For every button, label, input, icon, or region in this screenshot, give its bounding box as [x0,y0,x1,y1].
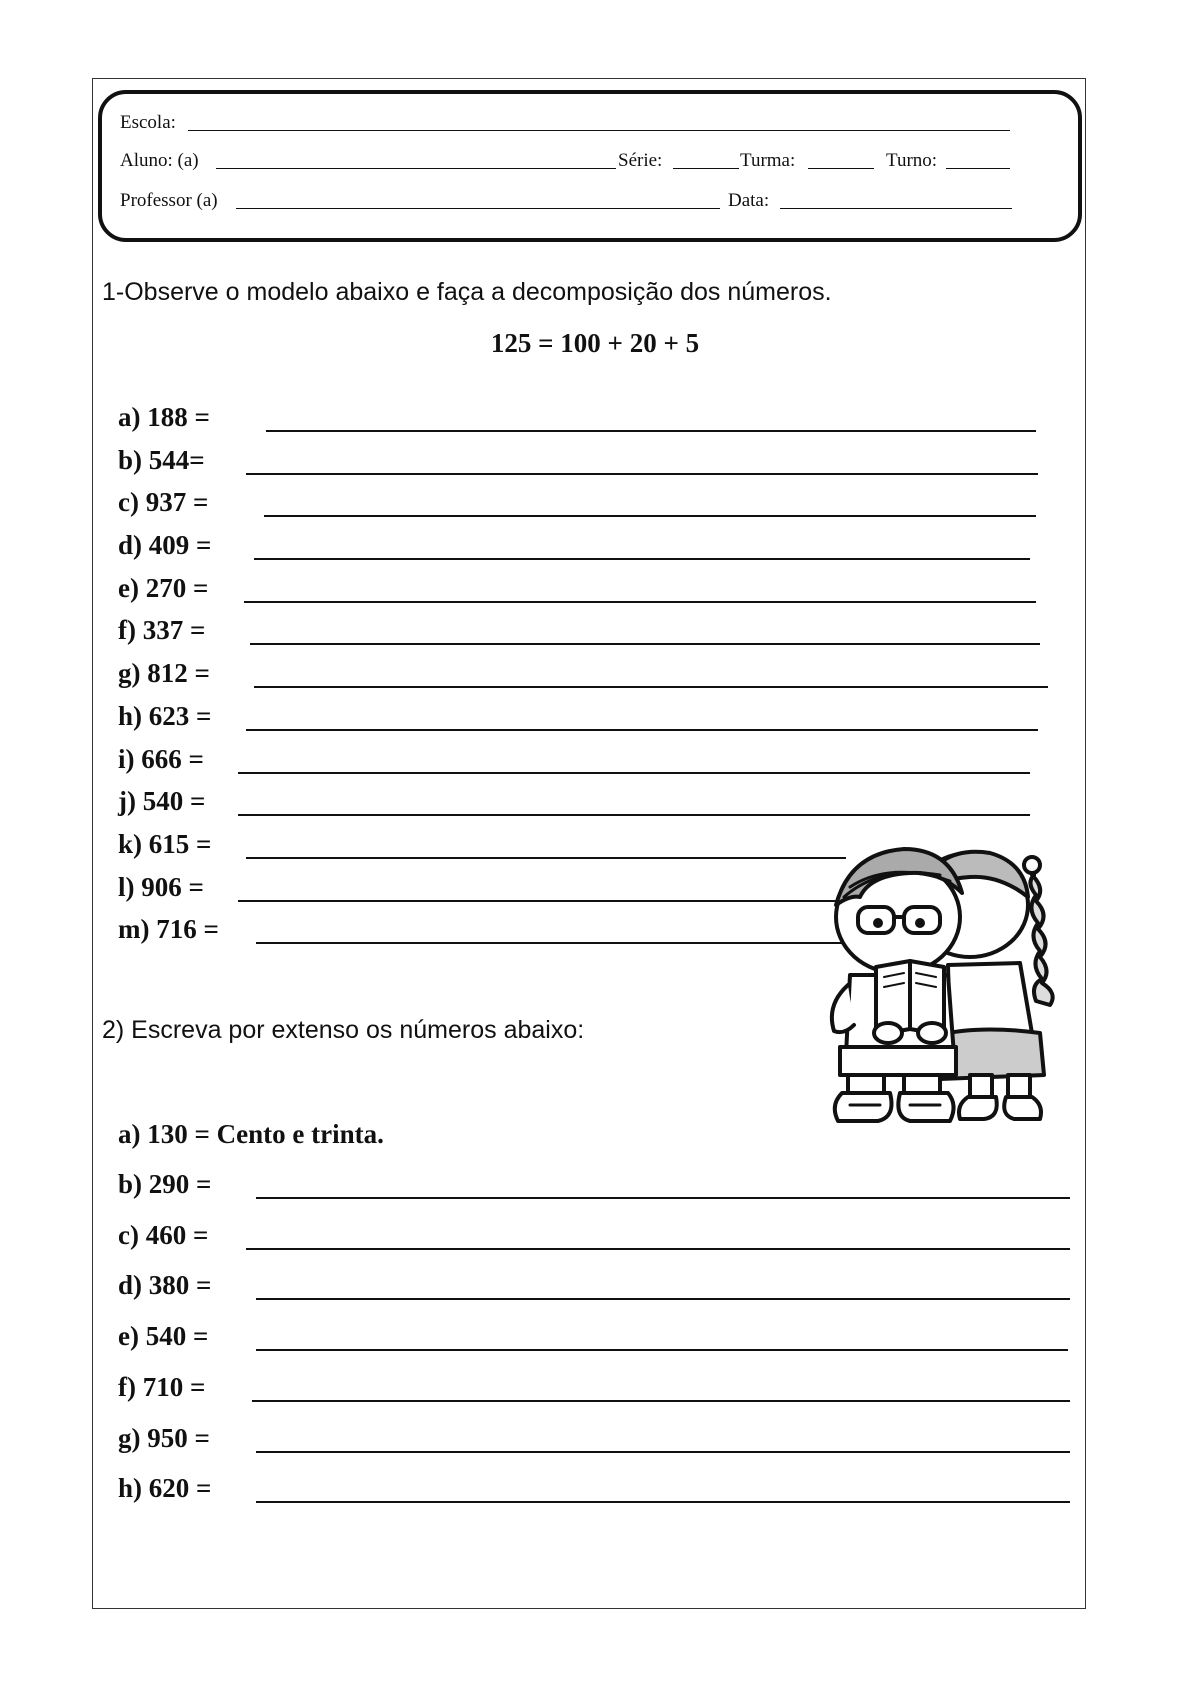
q2-item-c: c) 460 = [118,1220,209,1250]
q2-item-g: g) 950 = [118,1423,210,1453]
q1-item-i: i) 666 = [118,744,204,774]
q1-answer-line-b[interactable] [246,473,1038,475]
question2-title: 2) Escreva por extenso os números abaixo: [102,1016,585,1044]
q1-answer-line-h[interactable] [246,729,1038,731]
q2-item-d: d) 380 = [118,1270,212,1300]
q2-example: a) 130 = Cento e trinta. [118,1119,384,1149]
model-equation: 125 = 100 + 20 + 5 [490,328,700,358]
q1-answer-line-m[interactable] [256,942,846,944]
q1-answer-line-a[interactable] [266,430,1036,432]
grade-field[interactable] [673,168,739,169]
q2-item-h: h) 620 = [118,1473,212,1503]
q1-answer-line-j[interactable] [238,814,1030,816]
q2-answer-line-c[interactable] [246,1248,1070,1250]
q1-answer-line-d[interactable] [254,558,1030,560]
student-label: Aluno: (a) [120,150,199,171]
q1-item-a: a) 188 = [118,402,210,432]
question1-title: 1-Observe o modelo abaixo e faça a decomposição dos números. [102,278,832,306]
student-field[interactable] [216,168,616,169]
q1-item-g: g) 812 = [118,658,210,688]
q1-item-d: d) 409 = [118,530,212,560]
q1-answer-line-g[interactable] [254,686,1048,688]
teacher-label: Professor (a) [120,190,218,211]
q2-answer-line-e[interactable] [256,1349,1068,1351]
q2-item-e: e) 540 = [118,1321,209,1351]
q1-answer-line-l[interactable] [238,900,838,902]
q1-answer-line-c[interactable] [264,515,1036,517]
teacher-field[interactable] [236,208,720,209]
q1-answer-line-e[interactable] [244,601,1036,603]
q2-answer-line-f[interactable] [252,1400,1070,1402]
q1-item-k: k) 615 = [118,829,212,859]
q1-item-c: c) 937 = [118,487,209,517]
school-field[interactable] [188,130,1010,131]
q1-item-f: f) 337 = [118,615,206,645]
q2-answer-line-g[interactable] [256,1451,1070,1453]
class-label: Turma: [740,150,796,171]
grade-label: Série: [618,150,663,171]
q2-answer-line-b[interactable] [256,1197,1070,1199]
q1-item-b: b) 544= [118,445,205,475]
q1-answer-line-k[interactable] [246,857,846,859]
q2-item-b: b) 290 = [118,1169,212,1199]
q1-item-m: m) 716 = [118,914,219,944]
q1-answer-line-f[interactable] [250,643,1040,645]
shift-label: Turno: [886,150,938,171]
q2-item-f: f) 710 = [118,1372,206,1402]
date-label: Data: [728,190,770,211]
school-label: Escola: [120,112,176,133]
q1-item-h: h) 623 = [118,701,212,731]
q1-item-l: l) 906 = [118,872,204,902]
q1-item-j: j) 540 = [118,786,206,816]
q1-answer-line-i[interactable] [238,772,1030,774]
q1-item-e: e) 270 = [118,573,209,603]
kids-reading-illustration [820,835,1090,1125]
shift-field[interactable] [946,168,1010,169]
q2-answer-line-d[interactable] [256,1298,1070,1300]
q2-answer-line-h[interactable] [256,1501,1070,1503]
class-field[interactable] [808,168,874,169]
date-field[interactable] [780,208,1012,209]
